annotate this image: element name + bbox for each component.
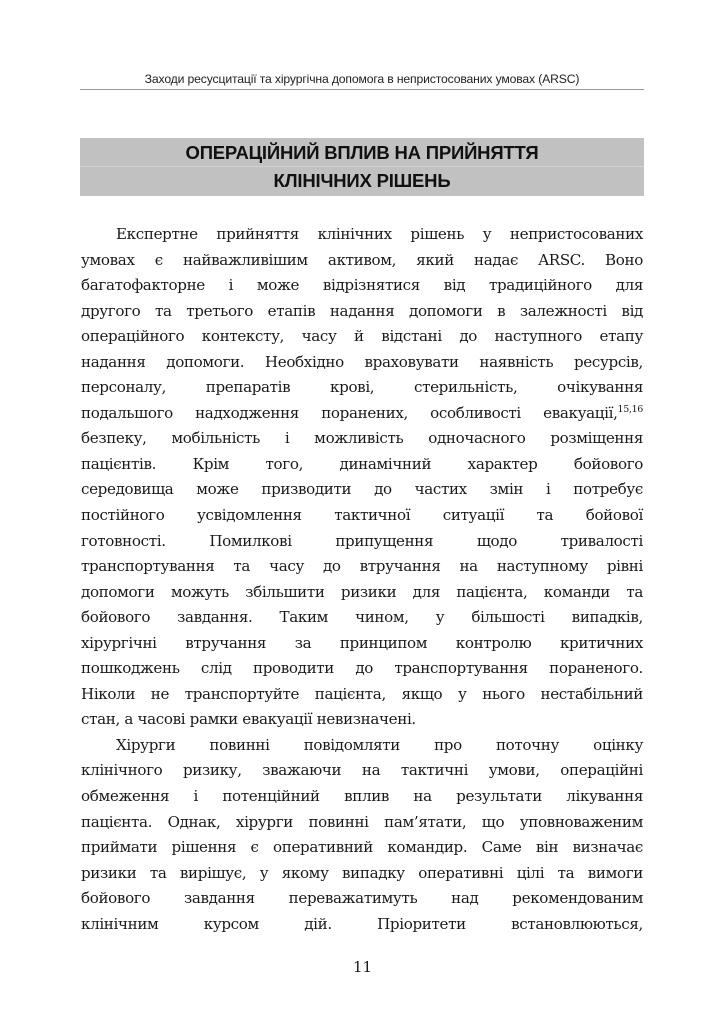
running-header: Заходи ресусцитації та хірургічна допомога в непристосованих умовах (ARSC) (144, 72, 580, 86)
text-line: ризики та вирішує, у якому випадку оперативні цілі та вимоги (81, 863, 643, 882)
text-line: приймати рішення є оперативний командир. Саме він визначає (81, 838, 643, 857)
text-line: безпеку, мобільність і можливість одночасного розміщення (81, 429, 643, 448)
text-line: Експертне прийняття клінічних рішень у непристосованих (116, 225, 643, 243)
text-line: клінічним курсом дій. Пріоритети встановлюються, (81, 914, 643, 933)
section-title-line-2: КЛІНІЧНИХ РІШЕНЬ (273, 170, 451, 191)
text-line: надання допомоги. Необхідно враховувати наявність ресурсів, (81, 352, 643, 371)
text-line: допомоги можуть збільшити ризики для пацієнта, команди та (81, 582, 643, 601)
text-line-with-footnote (81, 401, 643, 427)
text-line: середовища може призводити до частих змін і потребує (81, 480, 643, 499)
paragraph-2 (81, 733, 643, 937)
body-text (81, 222, 643, 937)
text-line: персоналу, препаратів крові, стерильність, очікування (81, 378, 643, 397)
footnote-reference[interactable]: 15,16 (617, 403, 643, 415)
page-number: 11 (352, 958, 373, 976)
header-rule (80, 89, 644, 90)
text-line: бойового завдання. Таким чином, у більшості випадків, (81, 608, 643, 627)
text-line: Хірурги повинні повідомляти про поточну оцінку (116, 735, 643, 754)
paragraph-1 (81, 222, 643, 733)
text-line: Ніколи не транспортуйте пацієнта, якщо у нього нестабільний (81, 684, 643, 703)
text-line: пацієнтів. Крім того, динамічний характер бойового (81, 454, 643, 473)
text-line: другого та третього етапів надання допомоги в залежності від (81, 301, 643, 320)
text-line: подальшого надходження поранених, особливості евакуації, (81, 403, 618, 422)
section-title-line-1: ОПЕРАЦІЙНИЙ ВПЛИВ НА ПРИЙНЯТТЯ (185, 142, 539, 163)
text-line: бойового завдання переважатимуть над рекомендованим (81, 889, 643, 908)
text-line: обмеження і потенційний вплив на результати лікування (81, 787, 643, 806)
text-line: постійного усвідомлення тактичної ситуації та бойової (81, 506, 643, 525)
text-line: стан, а часові рамки евакуації невизначені. (81, 710, 416, 729)
text-line: операційного контексту, часу й відстані до наступного етапу (81, 327, 643, 346)
text-line: хірургічні втручання за принципом контролю критичних (81, 633, 643, 652)
text-line: умовах є найважливішим активом, який надає ARSC. Воно (81, 250, 643, 269)
text-line: пошкоджень слід проводити до транспортування пораненого. (81, 659, 643, 678)
text-line: готовності. Помилкові припущення щодо тривалості (81, 531, 643, 550)
section-heading (80, 138, 644, 196)
text-line: транспортування та часу до втручання на наступному рівні (81, 557, 643, 576)
text-line: клінічного ризику, зважаючи на тактичні умови, операційні (81, 761, 643, 780)
text-line: багатофакторне і може відрізнятися від традиційного для (81, 276, 643, 295)
heading-divider (80, 166, 644, 167)
text-line: пацієнта. Однак, хірурги повинні пам’ятати, що уповноваженим (81, 812, 643, 831)
